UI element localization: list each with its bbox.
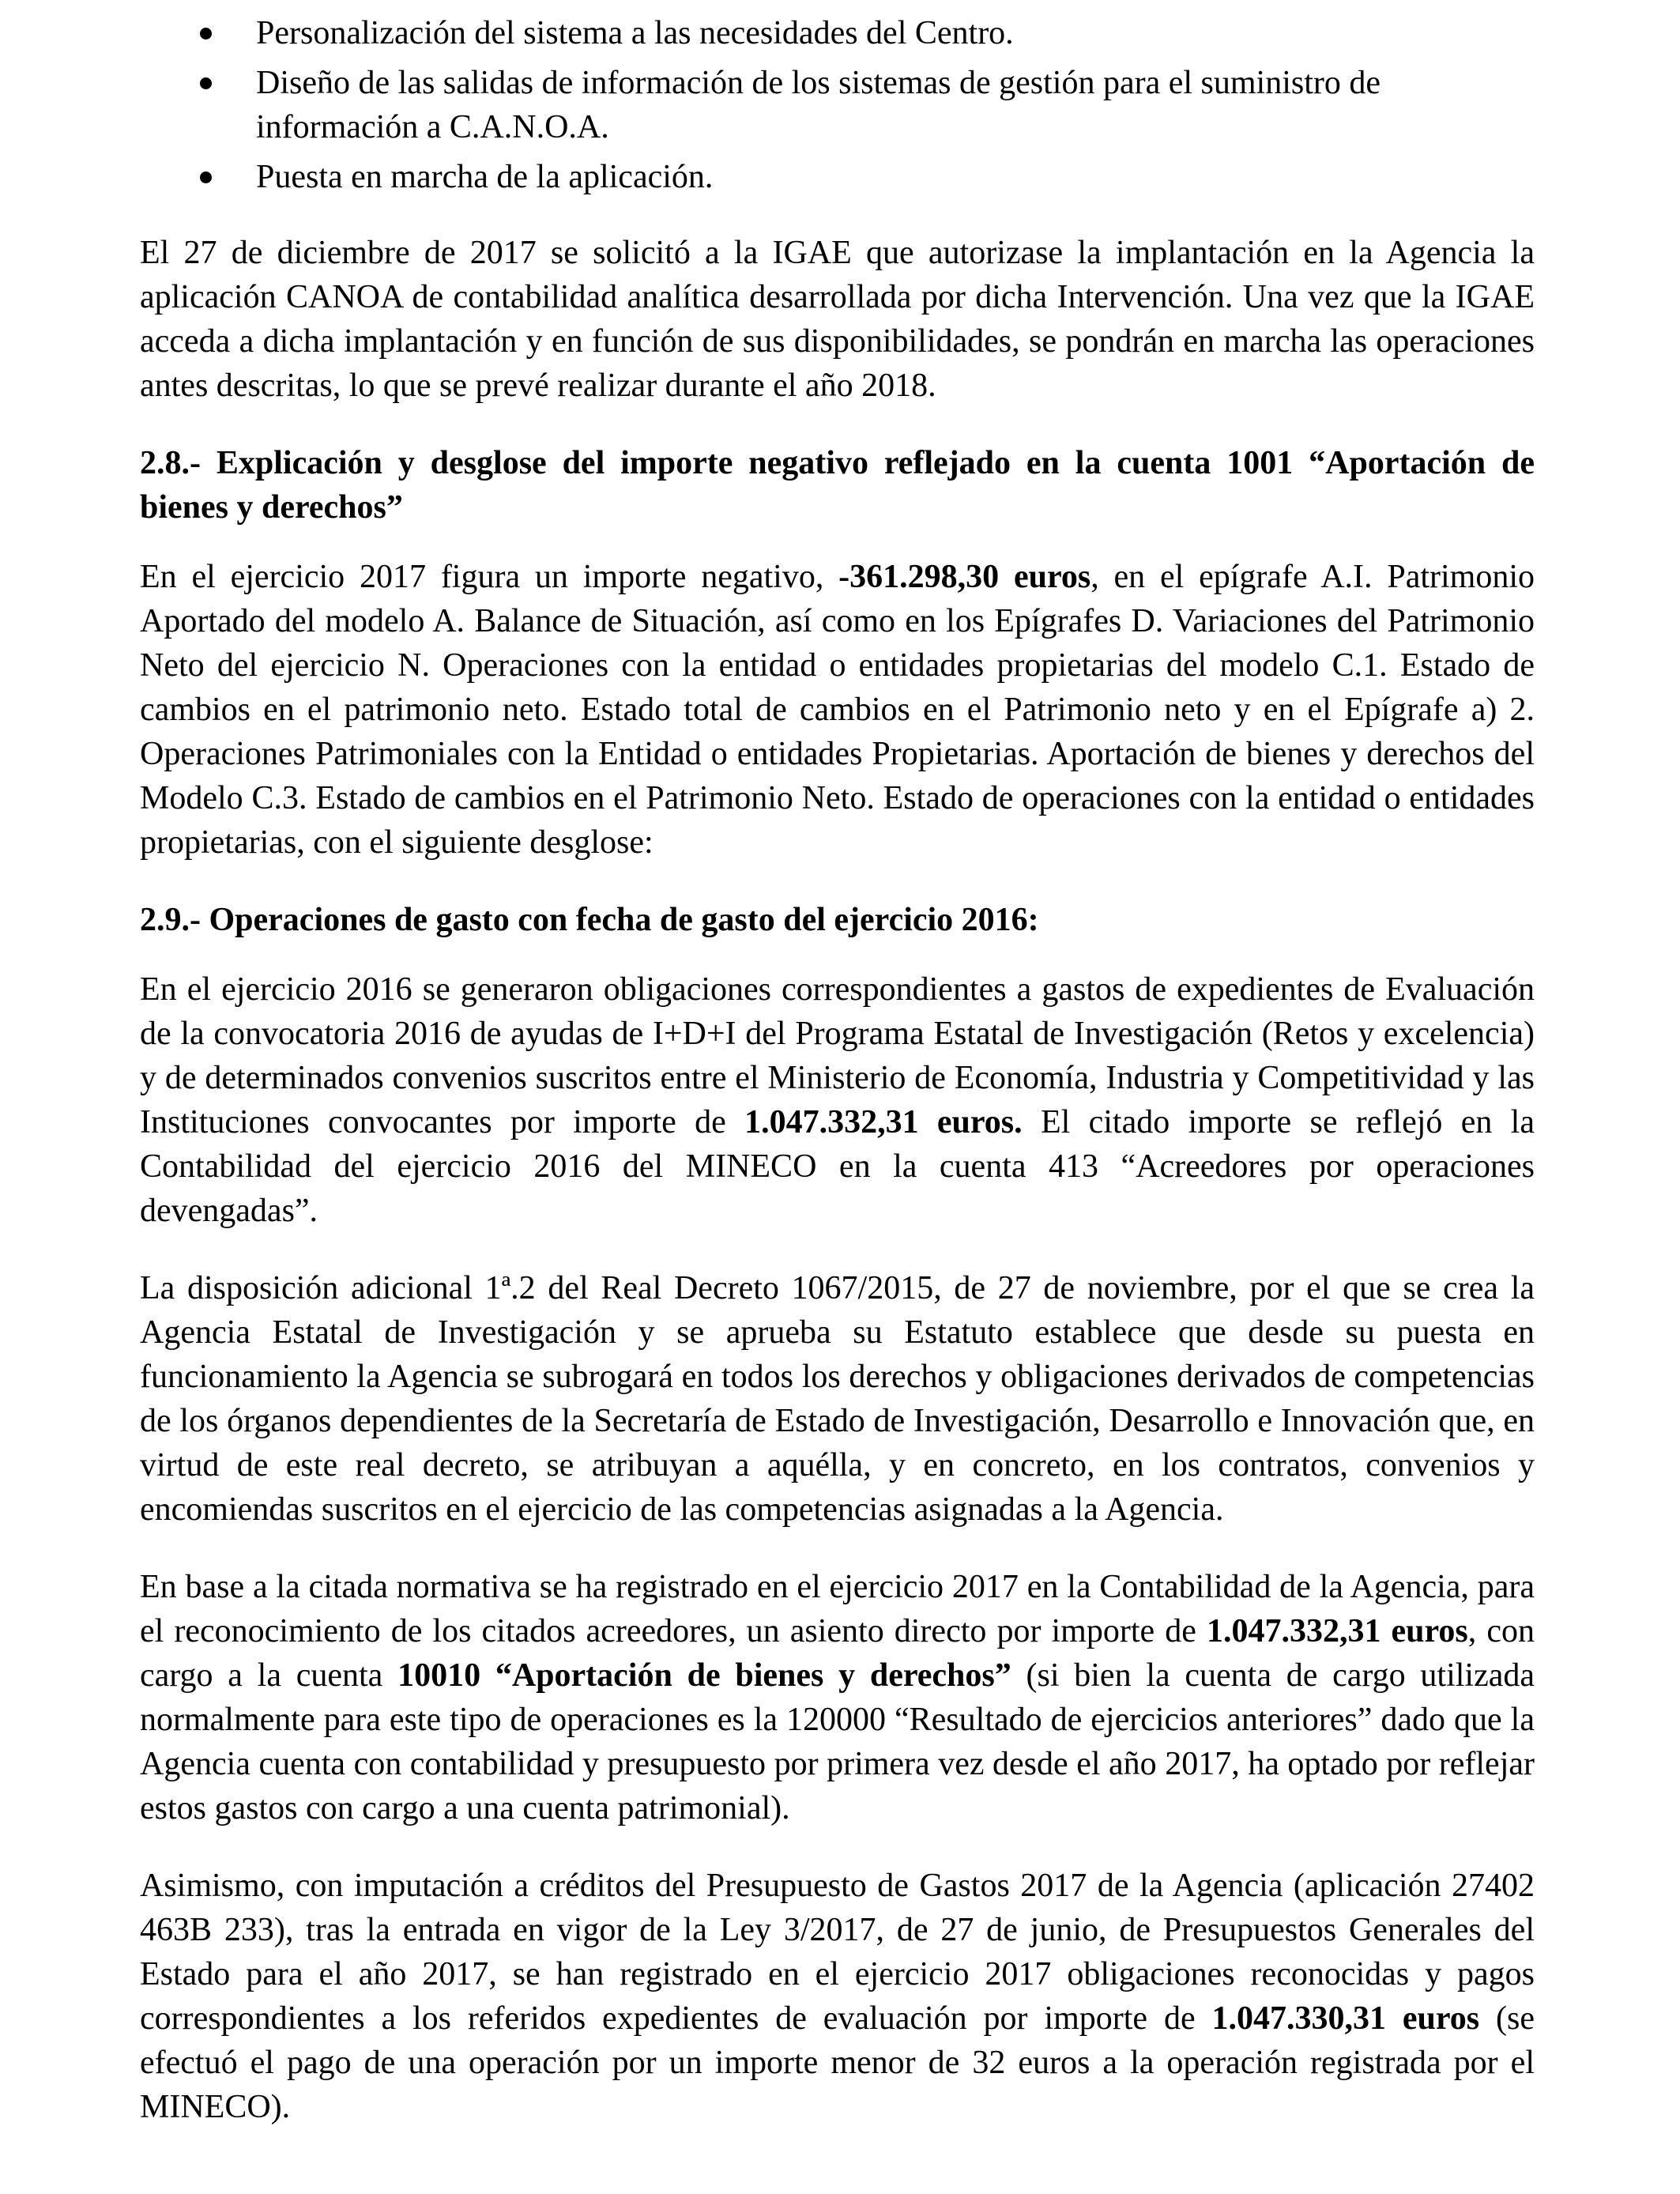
paragraph-2-8-desglose <box>140 555 1535 865</box>
paragraph-2-9-disposicion: La disposición adicional 1ª.2 del Real Decreto 1067/2015, de 27 de noviembre, por el que se crea la Agencia Estatal de Investigación y se aprueba su Estatuto establece que desde su puesta en funcionamiento la Agencia se subrogará en todos los derechos y obligaciones derivados de competencias de los órganos dependientes de la Secretaría de Estado de Investigación, Desarrollo e Innovación que, en virtud de este real decreto, se atribuyan a aquélla, y en concreto, en los contratos, convenios y encomiendas suscritos en el ejercicio de las competencias asignadas a la Agencia. <box>140 1270 1535 1528</box>
paragraph-2-9-imputacion <box>140 1864 1535 2129</box>
bullet-icon <box>200 77 212 89</box>
paragraph-2-9-obligaciones <box>140 967 1535 1233</box>
text-run: , en el epígrafe A.I. Patrimonio Aportado del modelo A. Balance de Situación, así como en los Epígrafes D. Variaciones del Patrimonio Neto del ejercicio N. Operaciones con la entidad o entidades propietarias del modelo C.1. Estado de cambios en el patrimonio neto. Estado total de cambios en el Patrimonio neto y en el Epígrafe a) 2. Operaciones Patrimoniales con la Entidad o entidades Propietarias. Aportación de bienes y derechos del Modelo C.3. Estado de cambios en el Patrimonio Neto. Estado de operaciones con la entidad o entidades propietarias, con el siguiente desglose: <box>140 559 1535 861</box>
list-item-text: Puesta en marcha de la aplicación. <box>256 159 714 195</box>
list-item-text: Personalización del sistema a las necesidades del Centro. <box>256 15 1014 51</box>
text-run: Asimismo, con imputación a créditos del Presupuesto de Gastos 2017 de la Agencia (aplicación 27402 463B 233), tras la entrada en vigor de la Ley 3/2017, de 27 de junio, de Presupuestos Generales del Estado para el año 2017, se han registrado en el ejercicio 2017 obligaciones reconocidas y pagos correspondientes a los referidos expedientes de evaluación por importe de <box>140 1868 1535 2037</box>
text-run: (se efectuó el pago de una operación por un importe menor de 32 euros a la operación registrada por el MINECO). <box>140 2000 1535 2125</box>
section-heading-2-8: 2.8.- Explicación y desglose del importe negativo reflejado en la cuenta 1001 “Aportación de bienes y derechos” <box>140 445 1535 526</box>
paragraph-canoa: El 27 de diciembre de 2017 se solicitó a la IGAE que autorizase la implantación en la Agencia la aplicación CANOA de contabilidad analítica desarrollada por dicha Intervención. Una vez que la IGAE acceda a dicha implantación y en función de sus disponibilidades, se pondrán en marcha las operaciones antes descritas, lo que se prevé realizar durante el año 2018. <box>140 235 1535 404</box>
paragraph-2-9-asiento <box>140 1565 1535 1830</box>
list-item <box>140 11 1535 55</box>
amount-negative: -361.298,30 euros <box>838 559 1091 595</box>
section-heading-2-9: 2.9.- Operaciones de gasto con fecha de gasto del ejercicio 2016: <box>140 902 1039 938</box>
account-bold: 10010 “Aportación de bienes y derechos” <box>397 1657 1011 1694</box>
list-item-text: Diseño de las salidas de información de los sistemas de gestión para el suministro de información a C.A.N.O.A. <box>256 65 1381 145</box>
bullet-list <box>140 11 1535 199</box>
document-page <box>140 0 1535 2162</box>
text-run: (si bien la cuenta de cargo utilizada normalmente para este tipo de operaciones es la 120000 “Resultado de ejercicios anteriores” dado que la Agencia cuenta con contabilidad y presupuesto por primera vez desde el año 2017, ha optado por reflejar estos gastos con cargo a una cuenta patrimonial). <box>140 1657 1535 1826</box>
list-item <box>140 61 1535 149</box>
text-run: En base a la citada normativa se ha registrado en el ejercicio 2017 en la Contabilidad de la Agencia, para el reconocimiento de los citados acreedores, un asiento directo por importe de <box>140 1569 1535 1649</box>
text-run: En el ejercicio 2016 se generaron obligaciones correspondientes a gastos de expedientes de Evaluación de la convocatoria 2016 de ayudas de I+D+I del Programa Estatal de Investigación (Retos y excelencia) y de determinados convenios suscritos entre el Ministerio de Economía, Industria y Competitividad y las Instituciones convocantes por importe de <box>140 971 1535 1140</box>
bullet-icon <box>200 172 212 183</box>
bullet-icon <box>200 28 212 40</box>
text-run: El citado importe se reflejó en la Contabilidad del ejercicio 2016 del MINECO en la cuenta 413 “Acreedores por operaciones devengadas”. <box>140 1104 1535 1229</box>
amount-bold: 1.047.332,31 euros. <box>744 1104 1023 1140</box>
amount-bold: 1.047.332,31 euros <box>1206 1613 1468 1649</box>
text-run: , con cargo a la cuenta <box>140 1613 1535 1694</box>
list-item <box>140 155 1535 199</box>
amount-bold: 1.047.330,31 euros <box>1211 2000 1480 2037</box>
text-run: En el ejercicio 2017 figura un importe negativo, <box>140 559 839 595</box>
